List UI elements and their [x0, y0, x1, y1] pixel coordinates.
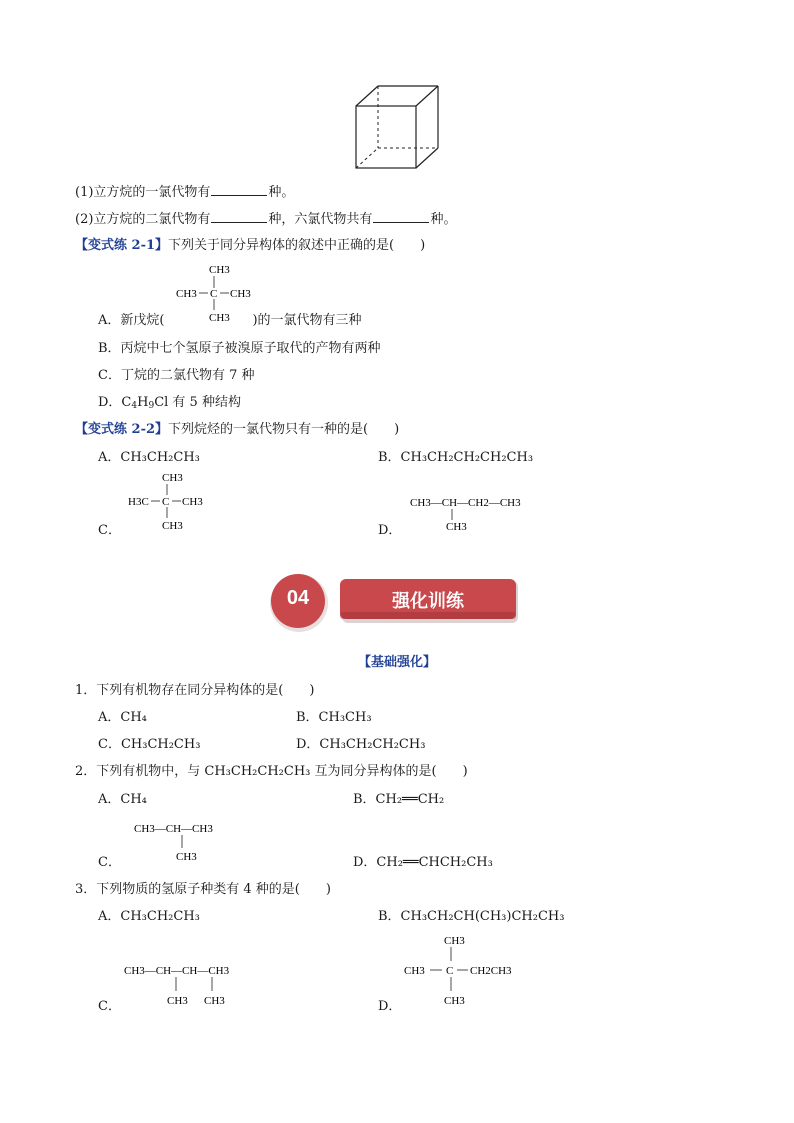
section-title: 【基础强化】 — [357, 655, 436, 670]
structure-label: CH3 — [444, 995, 465, 1007]
variant-2-1-stem — [75, 237, 425, 255]
structure-label: CH3—CH—CH2—CH3 — [410, 497, 521, 509]
subscript: 4 — [131, 401, 138, 411]
question-text: 种。 — [430, 212, 457, 227]
question-text: 种。 — [268, 185, 295, 200]
q2-option-a[interactable]: A．CH₄ — [98, 792, 147, 807]
variant-2-2-option-b[interactable]: B．CH₃CH₂CH₂CH₂CH₃ — [378, 450, 534, 465]
structure-label: CH3 — [176, 288, 197, 300]
question-text: (2)立方烷的二氯代物有 — [75, 212, 211, 227]
structure-label: C — [162, 496, 170, 508]
structure-d-isopentane — [408, 492, 548, 534]
question-text: (1)立方烷的一氯代物有 — [75, 185, 211, 200]
structure-label: CH3—CH—CH3 — [134, 823, 213, 835]
structure-label: CH3 — [167, 995, 188, 1007]
answer-blank[interactable] — [373, 210, 429, 223]
question-3-stem: 3．下列物质的氢原子种类有 4 种的是( ) — [75, 882, 331, 897]
banner-title: 强化训练 — [392, 591, 464, 612]
structure-q3-dimethylbutane-d — [402, 930, 532, 1010]
q2-option-b[interactable]: B．CH₂══CH₂ — [353, 792, 445, 807]
variant-tag: 【变式练 2-1】 — [75, 238, 169, 253]
structure-q2-isobutane — [132, 818, 252, 864]
option-text: A．新戊烷( — [98, 313, 165, 328]
option-text: D．C — [98, 395, 132, 410]
question-1-stem: 1．下列有机物存在同分异构体的是( ) — [75, 683, 315, 698]
variant-2-1-option-c[interactable]: C．丁烷的二氯代物有 7 种 — [98, 368, 255, 383]
structure-label: CH3 — [446, 521, 467, 533]
variant-tag: 【变式练 2-2】 — [75, 422, 169, 437]
structure-q3-dimethylbutane — [122, 960, 282, 1012]
variant-2-2-option-a[interactable]: A．CH₃CH₂CH₃ — [98, 450, 200, 465]
q1-option-b[interactable]: B．CH₃CH₃ — [296, 710, 372, 725]
structure-label: C — [210, 288, 218, 300]
structure-label: CH3 — [444, 935, 465, 947]
q1-option-d[interactable]: D．CH₃CH₂CH₂CH₃ — [296, 737, 426, 752]
option-text: Cl 有 5 种结构 — [154, 395, 241, 410]
structure-label: CH3 — [404, 965, 425, 977]
structure-label: CH3 — [176, 851, 197, 863]
cube-diagram — [350, 82, 446, 174]
structure-label: CH3—CH—CH—CH3 — [124, 965, 230, 977]
subscript: 9 — [148, 401, 155, 411]
structure-label: CH3 — [209, 264, 230, 276]
cubane-question-2 — [75, 210, 456, 229]
q2-option-c[interactable]: C． — [98, 855, 121, 870]
structure-c-neopentane — [124, 470, 214, 534]
banner-number: 04 — [286, 587, 310, 609]
variant-2-2-stem — [75, 421, 399, 439]
structure-label: CH3 — [209, 312, 230, 324]
q3-option-a[interactable]: A．CH₃CH₂CH₃ — [98, 909, 200, 924]
question-text: 下列关于同分异构体的叙述中正确的是( ) — [168, 238, 426, 253]
answer-blank[interactable] — [211, 210, 267, 223]
question-2-stem: 2．下列有机物中，与 CH₃CH₂CH₂CH₃ 互为同分异构体的是( ) — [75, 764, 468, 779]
structure-label: H3C — [128, 496, 149, 508]
structure-label: CH3 — [162, 520, 183, 532]
variant-2-2-option-c[interactable]: C． — [98, 523, 121, 538]
q1-option-c[interactable]: C．CH₃CH₂CH₃ — [98, 737, 201, 752]
question-text: 种，六氯代物共有 — [268, 212, 373, 227]
variant-2-2-option-d[interactable]: D． — [378, 523, 402, 538]
variant-2-1-option-b[interactable]: B．丙烷中七个氢原子被溴原子取代的产物有两种 — [98, 341, 381, 356]
question-text: 下列烷烃的一氯代物只有一种的是( ) — [168, 422, 400, 437]
structure-label: CH3 — [204, 995, 225, 1007]
cubane-question-1 — [75, 183, 294, 202]
option-text: )的一氯代物有三种 — [252, 313, 362, 328]
q3-option-b[interactable]: B．CH₃CH₂CH(CH₃)CH₂CH₃ — [378, 909, 565, 924]
section-banner — [268, 572, 520, 636]
option-text: H — [137, 395, 149, 410]
variant-2-1-option-a[interactable] — [98, 312, 362, 330]
structure-label: CH3 — [230, 288, 251, 300]
variant-2-1-option-d[interactable] — [98, 394, 241, 412]
q3-option-c[interactable]: C． — [98, 999, 121, 1014]
q1-option-a[interactable]: A．CH₄ — [98, 710, 147, 725]
q2-option-d[interactable]: D．CH₂══CHCH₂CH₃ — [353, 855, 493, 870]
answer-blank[interactable] — [211, 183, 267, 196]
structure-label: CH2CH3 — [470, 965, 512, 977]
structure-label: CH3 — [162, 472, 183, 484]
q3-option-d[interactable]: D． — [378, 999, 402, 1014]
structure-label: C — [446, 965, 454, 977]
structure-label: CH3 — [182, 496, 203, 508]
